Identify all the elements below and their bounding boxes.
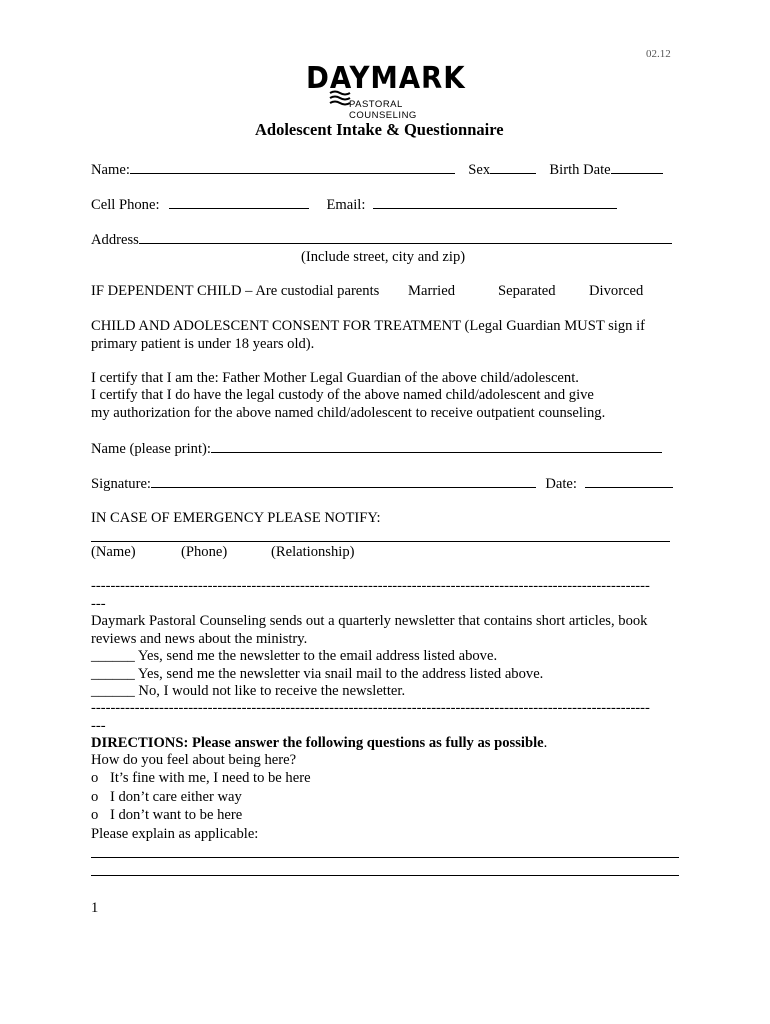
print-name-row: [91, 439, 662, 458]
revision-code: 02.12: [646, 48, 671, 60]
dashed-separator-top-tail: ---: [91, 596, 106, 612]
logo-subtitle: PASTORAL COUNSELING: [349, 99, 417, 121]
page-number: 1: [91, 900, 99, 916]
dashed-separator-bottom: -------------------------------------------------------------------------------------------------------------------: [91, 700, 650, 716]
emergency-contact-line[interactable]: [91, 541, 670, 542]
signature-label: Signature:: [91, 476, 151, 492]
choice-label: I don’t want to be here: [109, 807, 243, 823]
directions-heading-period: .: [543, 735, 548, 751]
dependent-label: IF DEPENDENT CHILD – Are custodial parents: [91, 283, 380, 299]
address-row: [91, 230, 672, 249]
choice-fine[interactable]: [91, 769, 311, 787]
email-field[interactable]: [373, 195, 617, 209]
explain-label: Please explain as applicable:: [91, 826, 259, 842]
signature-field[interactable]: [151, 474, 536, 488]
emergency-col-phone: (Phone): [181, 544, 228, 560]
consent-heading-line1: CHILD AND ADOLESCENT CONSENT FOR TREATMENT (Legal Guardian MUST sign if: [91, 318, 646, 334]
newsletter-option-mail[interactable]: ______ Yes, send me the newsletter via snail mail to the address listed above.: [91, 666, 544, 682]
certify-line1: I certify that I am the: Father Mother Legal Guardian of the above child/adolescent.: [91, 370, 579, 386]
form-title: Adolescent Intake & Questionnaire: [255, 120, 504, 139]
address-label: Address: [91, 232, 139, 248]
name-row: [91, 160, 663, 179]
choice-label: It’s fine with me, I need to be here: [109, 770, 311, 786]
explain-line-2[interactable]: [91, 875, 679, 876]
emergency-col-relationship: (Relationship): [271, 544, 355, 560]
consent-heading-line2: primary patient is under 18 years old).: [91, 336, 315, 352]
cell-phone-label: Cell Phone:: [91, 197, 160, 213]
option-separated[interactable]: Separated: [498, 283, 556, 299]
sex-label: Sex: [468, 162, 491, 178]
certify-line2: I certify that I do have the legal custody of the above named child/adolescent and give: [91, 387, 594, 403]
explain-line-1[interactable]: [91, 857, 679, 858]
choice-bullet[interactable]: o: [91, 789, 99, 805]
print-name-label: Name (please print):: [91, 441, 211, 457]
cell-phone-field[interactable]: [169, 195, 309, 209]
choice-label: I don’t care either way: [109, 789, 242, 805]
choice-bullet[interactable]: o: [91, 770, 99, 786]
address-field[interactable]: [139, 230, 672, 244]
birth-date-field[interactable]: [611, 160, 663, 174]
newsletter-intro-line2: reviews and news about the ministry.: [91, 631, 308, 647]
email-label: Email:: [326, 197, 366, 213]
birth-date-label: Birth Date: [549, 162, 611, 178]
logo-wordmark: DAYMARK: [306, 61, 466, 96]
emergency-label: IN CASE OF EMERGENCY PLEASE NOTIFY:: [91, 510, 381, 526]
lighthouse-icon: [329, 89, 351, 111]
option-married[interactable]: Married: [408, 283, 456, 299]
daymark-logo: [306, 61, 466, 121]
address-hint: (Include street, city and zip): [301, 249, 466, 265]
newsletter-option-email[interactable]: ______ Yes, send me the newsletter to the email address listed above.: [91, 648, 498, 664]
directions-heading: [91, 734, 547, 752]
name-field[interactable]: [130, 160, 455, 174]
dashed-separator-top: -------------------------------------------------------------------------------------------------------------------: [91, 578, 650, 594]
choice-bullet[interactable]: o: [91, 807, 99, 823]
contact-row: [91, 195, 617, 214]
choice-dont-care[interactable]: [91, 788, 242, 806]
emergency-col-name: (Name): [91, 544, 136, 560]
name-label: Name:: [91, 162, 130, 178]
choice-dont-want[interactable]: [91, 806, 242, 824]
option-divorced[interactable]: Divorced: [589, 283, 644, 299]
signature-row: [91, 474, 673, 493]
print-name-field[interactable]: [211, 439, 662, 453]
feeling-question: How do you feel about being here?: [91, 752, 297, 768]
date-field[interactable]: [585, 474, 673, 488]
directions-heading-text: DIRECTIONS: Please answer the following questions as fully as possible: [91, 735, 544, 751]
certify-line3: my authorization for the above named child/adolescent to receive outpatient counseling.: [91, 405, 606, 421]
dashed-separator-bottom-tail: ---: [91, 718, 106, 734]
newsletter-option-none[interactable]: ______ No, I would not like to receive the newsletter.: [91, 683, 406, 699]
date-label: Date:: [545, 476, 577, 492]
sex-field[interactable]: [490, 160, 536, 174]
newsletter-intro-line1: Daymark Pastoral Counseling sends out a quarterly newsletter that contains short articles, book: [91, 613, 648, 629]
